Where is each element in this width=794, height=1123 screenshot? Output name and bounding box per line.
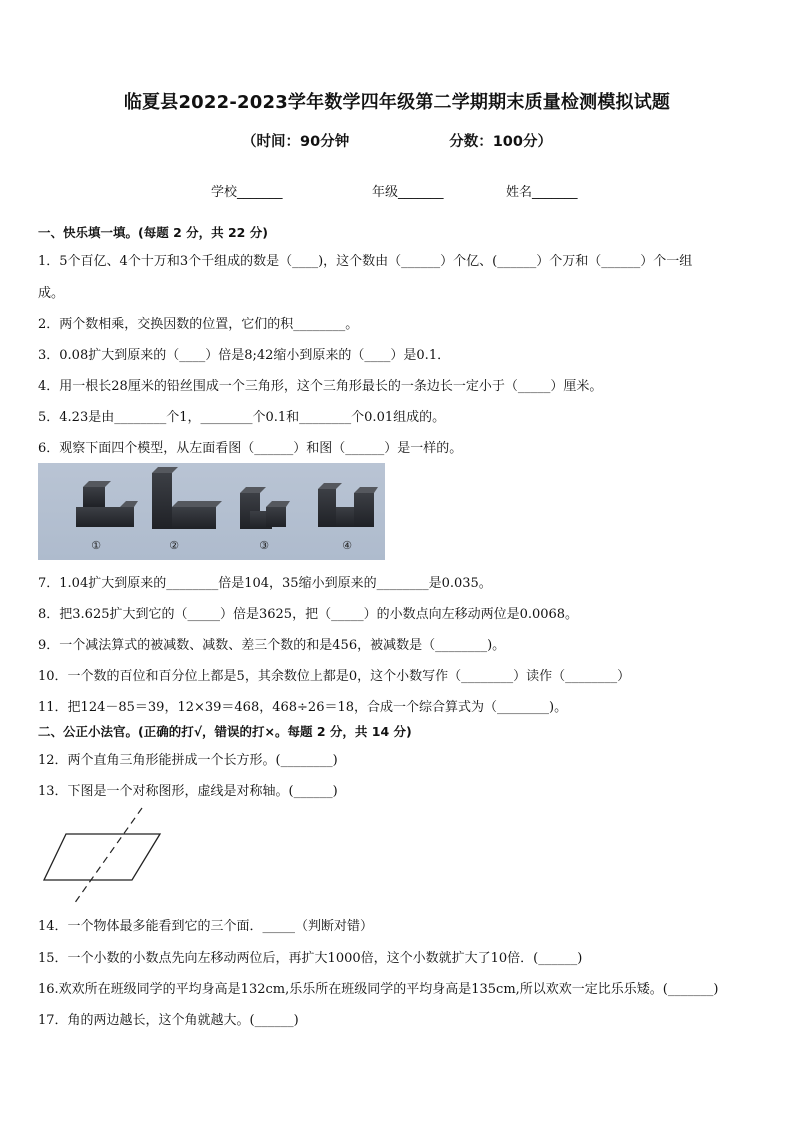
question-12: 12．两个直角三角形能拼成一个长方形。(________) bbox=[38, 753, 338, 768]
question-16: 16.欢欢所在班级同学的平均身高是132cm,乐乐所在班级同学的平均身高是135cm,所以欢欢一定比乐乐矮。(_______) bbox=[38, 982, 719, 997]
cube-models-photo bbox=[38, 463, 385, 560]
exam-subtitle bbox=[0, 130, 794, 151]
symmetry-axis-dashed bbox=[74, 808, 142, 904]
model-label-2: ② bbox=[169, 539, 179, 552]
section-1-heading: 一、快乐填一填。(每题 2 分，共 22 分) bbox=[38, 225, 268, 240]
model-3 bbox=[240, 487, 290, 529]
exam-title: 临夏县2022-2023学年数学四年级第二学期期末质量检测模拟试题 bbox=[123, 92, 671, 113]
question-3: 3．0.08扩大到原来的（____）倍是8;42缩小到原来的（____）是0.1． bbox=[38, 348, 451, 363]
total-score: 分数：100分） bbox=[449, 134, 552, 150]
grade-field[interactable]: 年级_______ bbox=[372, 185, 444, 200]
model-4 bbox=[318, 483, 378, 527]
question-1: 1．5个百亿、4个十万和3个千组成的数是（____)，这个数由（______）个亿、(______）个万和（______）个一组 bbox=[38, 254, 693, 269]
question-13: 13．下图是一个对称图形，虚线是对称轴。(______) bbox=[38, 784, 338, 799]
question-2: 2．两个数相乘，交换因数的位置，它们的积________。 bbox=[38, 317, 359, 332]
section-2-heading: 二、公正小法官。(正确的打√，错误的打×。每题 2 分，共 14 分) bbox=[38, 724, 412, 739]
model-1 bbox=[76, 481, 138, 527]
model-label-4: ④ bbox=[342, 539, 352, 552]
parallelogram-shape bbox=[44, 834, 160, 880]
time-limit: （时间：90分钟 bbox=[242, 134, 350, 150]
cube-models-image bbox=[38, 463, 385, 560]
question-7: 7．1.04扩大到原来的________倍是104，35缩小到原来的________是0.035。 bbox=[38, 576, 492, 591]
question-14: 14．一个物体最多能看到它的三个面．_____（判断对错） bbox=[38, 919, 374, 934]
school-field[interactable]: 学校_______ bbox=[211, 185, 283, 200]
question-4: 4．用一根长28厘米的铅丝围成一个三角形，这个三角形最长的一条边长一定小于（_____）厘米。 bbox=[38, 379, 603, 394]
model-label-3: ③ bbox=[259, 539, 269, 552]
question-6: 6．观察下面四个模型，从左面看图（______）和图（______）是一样的。 bbox=[38, 441, 463, 456]
question-15: 15．一个小数的小数点先向左移动两位后，再扩大1000倍，这个小数就扩大了10倍．(______) bbox=[38, 951, 583, 966]
model-label-1: ① bbox=[91, 539, 101, 552]
question-1-continued: 成。 bbox=[38, 286, 65, 301]
question-5: 5．4.23是由________个1，________个0.1和________个0.01组成的。 bbox=[38, 410, 446, 425]
model-2 bbox=[152, 467, 222, 529]
question-17: 17．角的两边越长，这个角就越大。(______) bbox=[38, 1013, 299, 1028]
question-10: 10．一个数的百位和百分位上都是5，其余数位上都是0，这个小数写作（________）读作（________） bbox=[38, 669, 631, 684]
question-11: 11．把124－85＝39，12×39＝468，468÷26＝18，合成一个综合算式为（________)。 bbox=[38, 700, 568, 715]
question-8: 8．把3.625扩大到它的（_____）倍是3625，把（_____）的小数点向左移动两位是0.0068。 bbox=[38, 607, 579, 622]
question-9: 9．一个减法算式的被减数、减数、差三个数的和是456，被减数是（________)。 bbox=[38, 638, 506, 653]
parallelogram-diagram bbox=[38, 806, 168, 906]
name-field[interactable]: 姓名_______ bbox=[506, 185, 578, 200]
